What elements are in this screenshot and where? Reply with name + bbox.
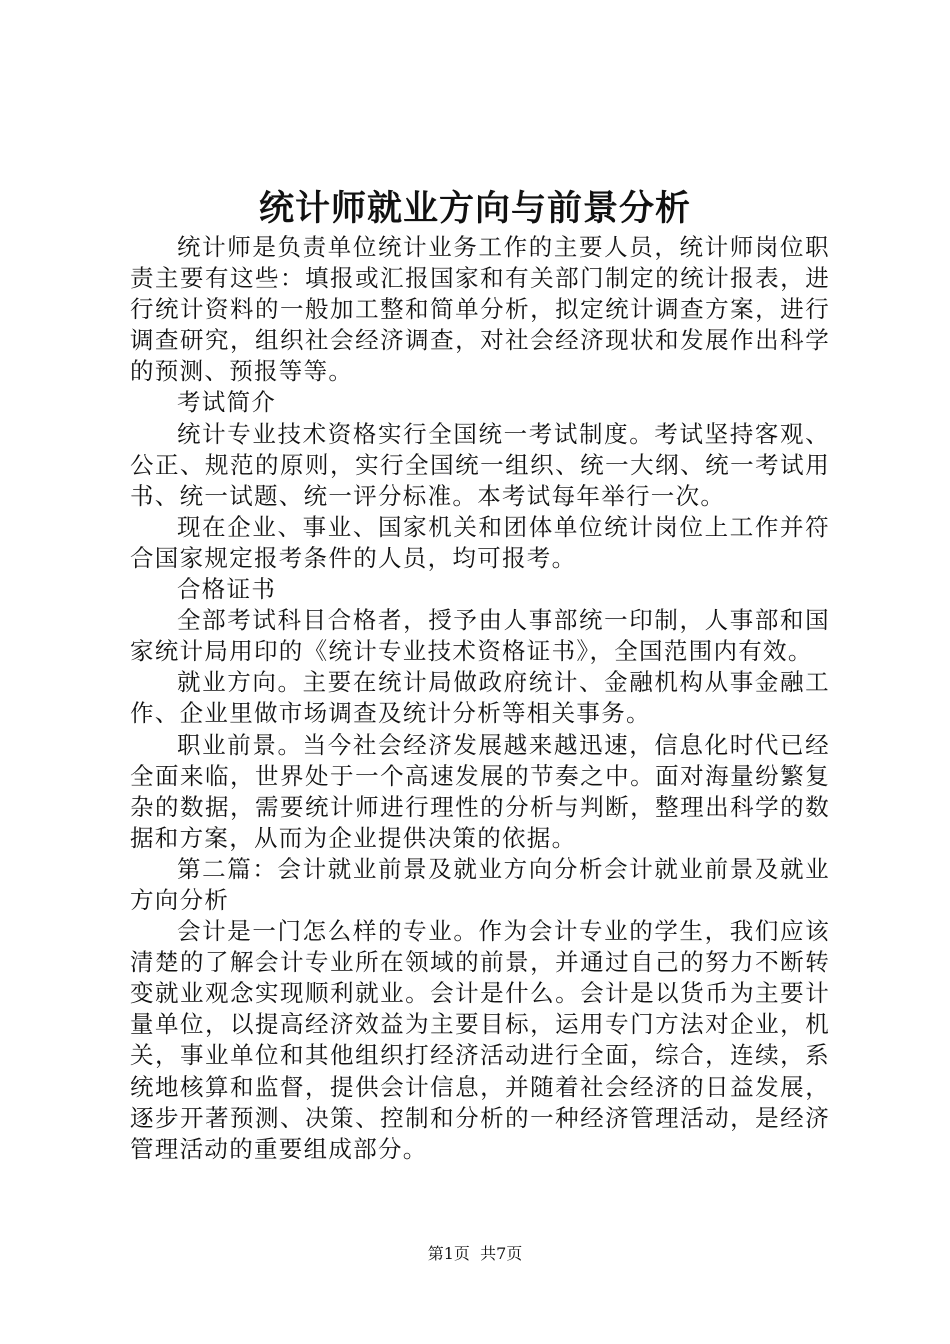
paragraph-career-prospect: 职业前景。当今社会经济发展越来越迅速，信息化时代已经全面来临，世界处于一个高速发展的节奏之中。面对海量纷繁复杂的数据，需要统计师进行理性的分析与判断，整理出科学的数据和方案，从而为企业提供决策的依据。 bbox=[130, 730, 830, 852]
paragraph-eligibility: 现在企业、事业、国家机关和团体单位统计岗位上工作并符合国家规定报考条件的人员，均可报考。 bbox=[130, 512, 830, 572]
paragraph-accounting: 会计是一门怎么样的专业。作为会计专业的学生，我们应该清楚的了解会计专业所在领域的前景，并通过自己的努力不断转变就业观念实现顺利就业。会计是什么。会计是以货币为主要计量单位，以提高经济效益为主要目标，运用专门方法对企业，机关，事业单位和其他组织打经济活动进行全面，综合，连续，系统地核算和监督，提供会计信息，并随着社会经济的日益发展，逐步开著预测、决策、控制和分析的一种经济管理活动，是经济管理活动的重要组成部分。 bbox=[130, 917, 830, 1163]
document-title: 统计师就业方向与前景分析 bbox=[258, 188, 691, 229]
paragraph-career-direction: 就业方向。主要在统计局做政府统计、金融机构从事金融工作、企业里做市场调查及统计分析等相关事务。 bbox=[130, 668, 830, 728]
paragraph-certificate: 全部考试科目合格者，授予由人事部统一印制，人事部和国家统计局用印的《统计专业技术资格证书》，全国范围内有效。 bbox=[130, 606, 830, 666]
page-total: 共7页 bbox=[480, 1244, 523, 1263]
paragraph-part-two-heading: 第二篇：会计就业前景及就业方向分析会计就业前景及就业方向分析 bbox=[130, 854, 830, 914]
section-heading-exam-intro: 考试简介 bbox=[177, 388, 277, 417]
paragraph-exam-system: 统计专业技术资格实行全国统一考试制度。考试坚持客观、公正、规范的原则，实行全国统一组织、统一大纲、统一考试用书、统一试题、统一评分标准。本考试每年举行一次。 bbox=[130, 419, 830, 510]
section-heading-certificate: 合格证书 bbox=[177, 575, 277, 604]
paragraph-intro: 统计师是负责单位统计业务工作的主要人员，统计师岗位职责主要有这些：填报或汇报国家和有关部门制定的统计报表，进行统计资料的一般加工整和简单分析，拟定统计调查方案，进行调查研究，组织社会经济调查，对社会经济现状和发展作出科学的预测、预报等等。 bbox=[130, 233, 830, 386]
page-footer bbox=[0, 1243, 950, 1265]
footer-spacer bbox=[470, 1244, 480, 1263]
page-number: 第1页 bbox=[427, 1244, 470, 1263]
document-body bbox=[130, 232, 830, 1165]
